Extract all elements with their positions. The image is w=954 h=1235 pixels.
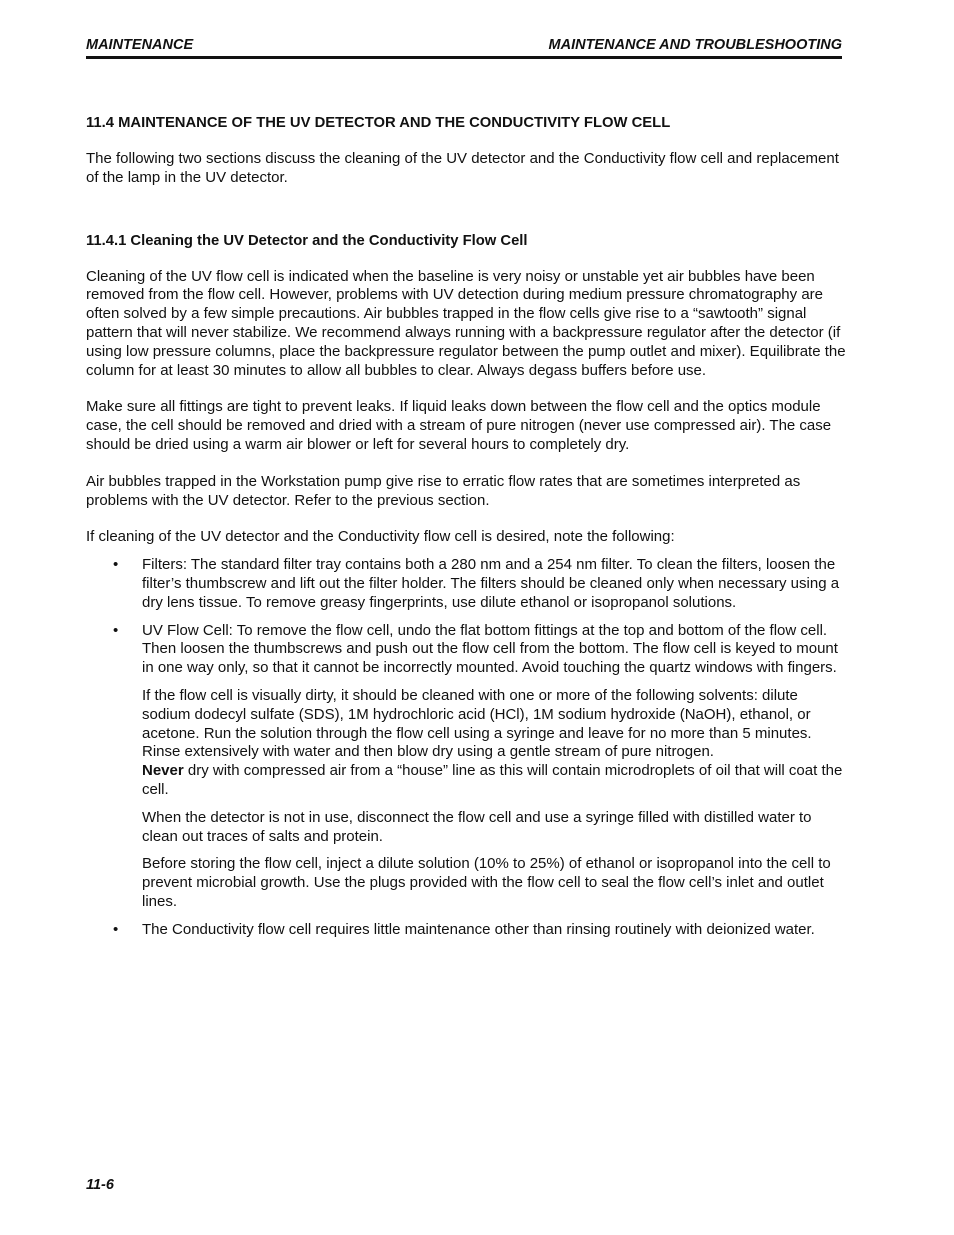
list-item-uv-flow-cell xyxy=(86,622,846,912)
page-body xyxy=(86,114,846,949)
subsection-heading: 11.4.1 Cleaning the UV Detector and the Conductivity Flow Cell xyxy=(86,232,528,249)
paragraph-list-intro: If cleaning of the UV detector and the Conductivity flow cell is desired, note the following: xyxy=(86,528,675,546)
list-item-filters xyxy=(86,556,846,612)
paragraph-fittings: Make sure all fittings are tight to prevent leaks. If liquid leaks down between the flow cell and the optics module case, the cell should be removed and dried with a stream of pure nitrogen (never use compressed air). The case should be dried using a warm air blower or left for several hours to completely dry. xyxy=(86,398,832,453)
flow-cell-cleaning-text xyxy=(142,687,846,800)
header-section-title: MAINTENANCE AND TROUBLESHOOTING xyxy=(548,37,842,53)
never-emphasis: Never xyxy=(142,762,184,780)
header-chapter-label: MAINTENANCE xyxy=(86,37,194,53)
conductivity-text: The Conductivity flow cell requires little maintenance other than rinsing routinely with deionized water. xyxy=(142,920,815,938)
bullet-marker: • xyxy=(113,920,119,938)
bullet-marker: • xyxy=(113,621,119,639)
flow-cell-cleaning-end: dry with compressed air from a “house” line as this will contain microdroplets of oil that will coat the cell. xyxy=(142,762,843,798)
running-header xyxy=(86,36,842,59)
not-in-use-text: When the detector is not in use, disconnect the flow cell and use a syringe filled with distilled water to clean out traces of salts and protein. xyxy=(142,808,812,845)
cleaning-notes-list xyxy=(86,556,846,939)
page-number: 11-6 xyxy=(86,1177,114,1193)
paragraph-pump-bubbles: Air bubbles trapped in the Workstation pump give rise to erratic flow rates that are sometimes interpreted as problems with the UV detector. Refer to the previous section. xyxy=(86,472,801,509)
storing-text: Before storing the flow cell, inject a dilute solution (10% to 25%) of ethanol or isopropanol into the cell to prevent microbial growth. Use the plugs provided with the flow cell to seal the flow cell’s inlet and outlet lines. xyxy=(142,855,831,910)
bullet-marker: • xyxy=(113,556,119,574)
paragraph-cleaning-indication: Cleaning of the UV flow cell is indicated when the baseline is very noisy or unstable yet air bubbles have been removed from the flow cell. However, problems with UV detection during medium pressure chromatography are often solved by a few simple precautions. Air bubbles trapped in the flow cells give rise to a “sawtooth” signal pattern that will never stabilize. We recommend always running with a backpressure regulator after the detector (if using low pressure columns, place the backpressure regulator between the pump outlet and mixer). Equilibrate the column for at least 30 minutes to allow all bubbles to clear. Always degass buffers before use. xyxy=(86,267,846,379)
flow-cell-cleaning-start: If the flow cell is visually dirty, it should be cleaned with one or more of the following solvents: dilute sodium dodecyl sulfate (SDS), 1M hydrochloric acid (HCl), 1M sodium hydroxide (NaOH), ethanol, or acetone. Run the solution through the flow cell using a syringe and leave for no more than 5 minutes. Rinse extensively with water and then blow dry using a gentle stream of pure nitrogen. xyxy=(142,686,812,761)
section-heading: 11.4 MAINTENANCE OF THE UV DETECTOR AND THE CONDUCTIVITY FLOW CELL xyxy=(86,115,671,131)
flow-cell-removal-text: UV Flow Cell: To remove the flow cell, undo the flat bottom fittings at the top and bottom of the flow cell. Then loosen the thumbscrews and push out the flow cell from the bottom. The flow cell is keyed to mount in one way only, so that it cannot be incorrectly mounted. Avoid touching the quartz windows with fingers. xyxy=(142,621,838,677)
filters-text: Filters: The standard filter tray contains both a 280 nm and a 254 nm filter. To clean the filters, loosen the filter’s thumbscrew and lift out the filter holder. The filters should be cleaned only when necessary using a dry lens tissue. To remove greasy fingerprints, use dilute ethanol or isopropanol solutions. xyxy=(142,556,840,611)
list-item-conductivity xyxy=(86,921,846,940)
section-intro: The following two sections discuss the cleaning of the UV detector and the Conductivity flow cell and replacement of the lamp in the UV detector. xyxy=(86,150,839,186)
